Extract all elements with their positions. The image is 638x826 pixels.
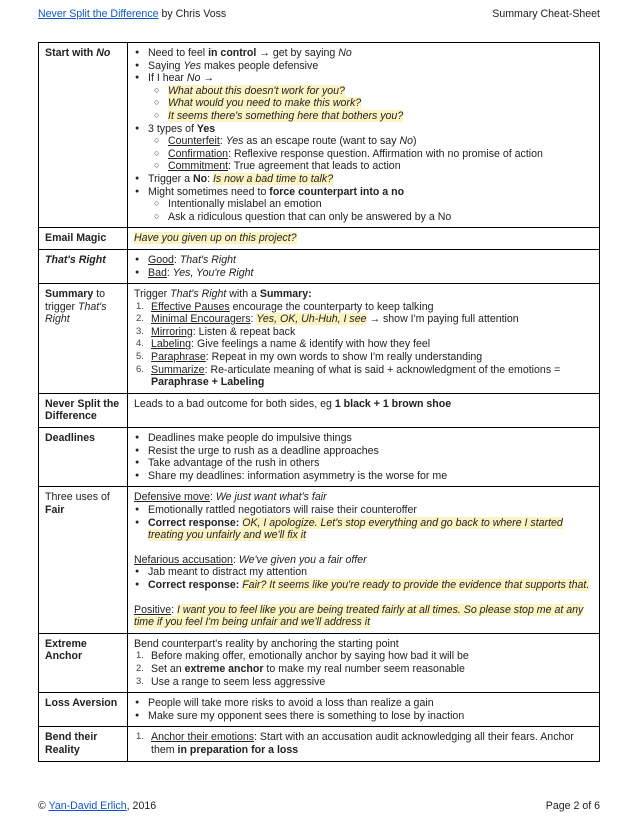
list-item: ● Emotionally rattled negotiators will raise their counteroffer [134, 504, 593, 517]
table-row [39, 727, 600, 761]
footer-copyright: © Yan-David Erlich, 2016 [38, 800, 157, 812]
list-item: 1. Anchor their emotions: Start with an accusation audit acknowledging all their fears. Anchor them in preparation for a loss [136, 731, 574, 756]
row-key: Start with No [39, 43, 128, 228]
row-value [128, 487, 600, 633]
book-link[interactable]: Never Split the Difference [38, 8, 159, 20]
list-item: ● Trigger a No: Is now a bad time to talk? [134, 173, 593, 186]
row-key: Bend their Reality [39, 727, 128, 761]
row-value [128, 693, 600, 727]
row-value: Have you given up on this project? [128, 228, 600, 250]
fair-defensive: Defensive move: We just want what's fair [134, 491, 327, 504]
list-item: ○ It seems there's something here that bothers you? [134, 110, 593, 123]
list-item: ● Deadlines make people do impulsive things [134, 432, 593, 445]
table-row [39, 284, 600, 394]
list-item: ● 3 types of Yes ○ Counterfeit: Yes as an escape route (want to say No) ○ Confirmation: Reflexive response question. Affirmation with no promise of action ○ Commitment: True agreement that leads to action [134, 123, 593, 173]
row-value [128, 727, 600, 761]
row-value: Leads to a bad outcome for both sides, eg 1 black + 1 brown shoe [128, 393, 600, 427]
header-right-title: Summary Cheat-Sheet [492, 8, 600, 20]
list-item: ● Saying Yes makes people defensive [134, 60, 593, 73]
row-key: That's Right [39, 249, 128, 283]
list-item: 3. Mirroring: Listen & repeat back [136, 325, 296, 338]
list-item: 4. Labeling: Give feelings a name & identify with how they feel [136, 338, 431, 351]
row-key: Summary to trigger That's Right [39, 284, 128, 394]
list-item: 2. Set an extreme anchor to make my real number seem reasonable [136, 662, 465, 675]
list-item: ● Take advantage of the rush in others [134, 457, 593, 470]
list-item: 6. Summarize: Re-articulate meaning of what is said + acknowledgment of the emotions = Paraphrase + Labeling [136, 363, 561, 389]
table-row [39, 428, 600, 487]
table-row [39, 228, 600, 250]
list-item: ● Good: That's Right [134, 254, 593, 267]
fair-nefarious: Nefarious accusation: We've given you a fair offer [134, 553, 367, 566]
table-row [39, 249, 600, 283]
row-value [128, 43, 600, 228]
list-item: 2. Minimal Encouragers: Yes, OK, Uh-Huh, I see → show I'm paying full attention [136, 313, 519, 326]
list-item: ○ Counterfeit: Yes as an escape route (want to say No) [134, 135, 593, 148]
list-item: ● Jab meant to distract my attention [134, 566, 593, 579]
list-item: 1. Before making offer, emotionally anchor by saying how bad it will be [136, 650, 469, 663]
row-key: Extreme Anchor [39, 633, 128, 692]
table-row [39, 633, 600, 692]
fair-positive: Positive: I want you to feel like you are being treated fairly at all times. So please stop me at any time if you feel I'm being unfair and we'll address it [134, 603, 584, 629]
row-value [128, 284, 600, 394]
summary-intro: Trigger That's Right with a Summary: [134, 288, 312, 301]
table-row [39, 393, 600, 427]
list-item: ● Resist the urge to rush as a deadline approaches [134, 445, 593, 458]
list-item: 1. Effective Pauses encourage the counterparty to keep talking [136, 300, 434, 313]
list-item: ○ Ask a ridiculous question that can only be answered by a No [134, 211, 593, 224]
table-row [39, 43, 600, 228]
list-item: ● Correct response: OK, I apologize. Let's stop everything and go back to where I started treating you unfairly and we'll fix it [134, 517, 593, 542]
row-key: Deadlines [39, 428, 128, 487]
page-number: Page 2 of 6 [545, 800, 600, 812]
list-item: ● If I hear No → ○ What about this doesn't work for you? ○ What would you need to make this work? ○ It seems there's something here that bothers you? [134, 72, 593, 122]
row-key: Email Magic [39, 228, 128, 250]
list-item: ○ What would you need to make this work? [134, 97, 593, 110]
page-header [38, 8, 600, 24]
list-item: ○ What about this doesn't work for you? [134, 85, 593, 98]
table-row [39, 693, 600, 727]
list-item: ● Need to feel in control → get by saying No [134, 47, 593, 60]
row-key: Never Split the Difference [39, 393, 128, 427]
header-title [38, 8, 226, 20]
cheat-sheet-table [38, 42, 600, 762]
list-item: ● People will take more risks to avoid a loss than realize a gain [134, 697, 593, 710]
list-item: ● Share my deadlines: information asymmetry is the worse for me [134, 470, 593, 483]
list-item: ○ Commitment: True agreement that leads to action [134, 160, 593, 173]
row-value [128, 633, 600, 692]
list-item: 3. Use a range to seem less aggressive [136, 675, 326, 688]
row-key: Loss Aversion [39, 693, 128, 727]
list-item: ○ Intentionally mislabel an emotion [134, 198, 593, 211]
header-author: by Chris Voss [158, 8, 227, 20]
author-link[interactable]: Yan-David Erlich [48, 800, 127, 812]
list-item: ○ Confirmation: Reflexive response question. Affirmation with no promise of action [134, 148, 593, 161]
row-value [128, 428, 600, 487]
list-item: ● Make sure my opponent sees there is something to lose by inaction [134, 710, 593, 723]
row-value [128, 249, 600, 283]
table-row [39, 487, 600, 633]
list-item: ● Bad: Yes, You're Right [134, 267, 593, 280]
list-item: ● Might sometimes need to force counterpart into a no ○ Intentionally mislabel an emotion ○ Ask a ridiculous question that can only be answered by a No [134, 186, 593, 224]
list-item: ● Correct response: Fair? It seems like you're ready to provide the evidence that supports that. [134, 579, 593, 592]
row-key: Three uses of Fair [39, 487, 128, 633]
list-item: 5. Paraphrase: Repeat in my own words to show I'm really understanding [136, 351, 483, 364]
page-footer [38, 800, 600, 814]
anchor-intro: Bend counterpart's reality by anchoring the starting point [134, 637, 399, 650]
